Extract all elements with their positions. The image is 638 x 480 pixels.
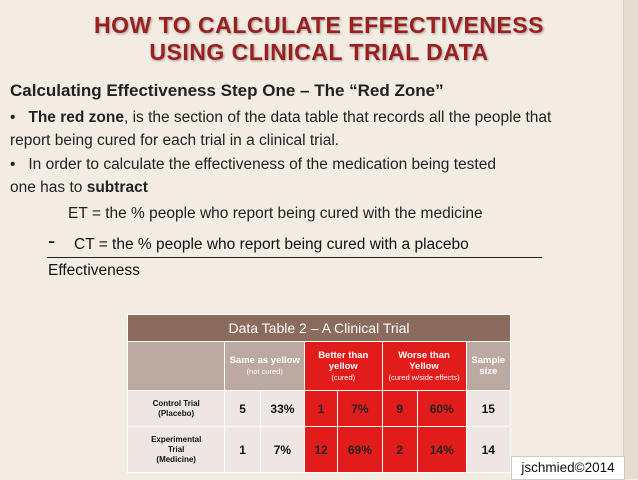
red-zone-cell: 1	[305, 391, 338, 427]
row-label-line: Experimental	[151, 434, 202, 444]
effectiveness-label: Effectiveness	[48, 262, 140, 279]
table-row	[128, 427, 511, 473]
slide-frame-right	[623, 0, 638, 479]
red-zone-cell: 7%	[338, 391, 382, 427]
red-zone-cell: 14%	[417, 427, 466, 473]
bullet-2	[10, 156, 496, 174]
row-label-line: Control Trial	[152, 398, 200, 408]
table-cell: 1	[225, 427, 260, 473]
bullet-1-text: , is the section of the data table that records all the people that	[123, 109, 552, 126]
red-zone-cell: 9	[382, 391, 417, 427]
data-table-title: Data Table 2 – A Clinical Trial	[128, 315, 511, 342]
bullet-2-pre: one has to	[10, 179, 87, 196]
slide-title-line2: USING CLINICAL TRIAL DATA	[149, 39, 489, 65]
header-better-than-yellow	[305, 342, 382, 391]
table-cell: 7%	[260, 427, 304, 473]
credit-label: jschmied©2014	[511, 456, 625, 480]
bullet-1-line2: report being cured for each trial in a clinical trial.	[10, 132, 340, 149]
bullet-2-text: In order to calculate the effectiveness of the medication being tested	[28, 156, 496, 173]
minus-sign: -	[48, 228, 56, 253]
red-zone-cell: 12	[305, 427, 338, 473]
table-row	[128, 391, 511, 427]
bullet-marker: •	[10, 109, 16, 126]
et-definition: ET = the % people who report being cured with the medicine	[68, 205, 483, 222]
header-better-sub: (cured)	[331, 372, 356, 382]
table-cell: 5	[225, 391, 260, 427]
red-zone-cell: 60%	[417, 391, 466, 427]
bullet-1	[10, 109, 551, 127]
slide-title-line1: HOW TO CALCULATE EFFECTIVENESS	[94, 12, 544, 38]
header-worse-label: Worse than Yellow	[398, 349, 450, 372]
bullet-1-bold: The red zone	[28, 109, 124, 126]
header-worse-than-yellow	[382, 342, 466, 391]
red-zone-cell: 69%	[338, 427, 382, 473]
bullet-marker: •	[10, 156, 16, 173]
red-zone-cell: 2	[382, 427, 417, 473]
data-table	[127, 314, 511, 473]
section-heading: Calculating Effectiveness Step One – The “Red Zone”	[10, 81, 444, 100]
row-label-line: (Placebo)	[158, 408, 195, 418]
header-worse-sub: (cured w/side effects)	[388, 372, 460, 382]
header-blank	[128, 342, 225, 391]
header-better-label: Better than yellow	[318, 349, 369, 372]
header-same-as-yellow	[225, 342, 305, 391]
table-cell: 14	[466, 427, 510, 473]
header-same-label: Same as yellow	[229, 355, 300, 366]
subtract-word: subtract	[86, 179, 148, 196]
table-cell: 33%	[260, 391, 304, 427]
row-label-control	[128, 391, 225, 427]
row-label-line: Trial	[167, 444, 185, 454]
header-same-sub: (not cured)	[246, 367, 283, 376]
ct-definition: CT = the % people who report being cured with a placebo	[74, 236, 469, 253]
row-label-line: (Medicine)	[156, 454, 196, 464]
bullet-2-line2	[10, 179, 148, 197]
table-cell: 15	[466, 391, 510, 427]
row-label-experimental	[128, 427, 225, 473]
header-sample-size: Sample size	[466, 342, 510, 391]
